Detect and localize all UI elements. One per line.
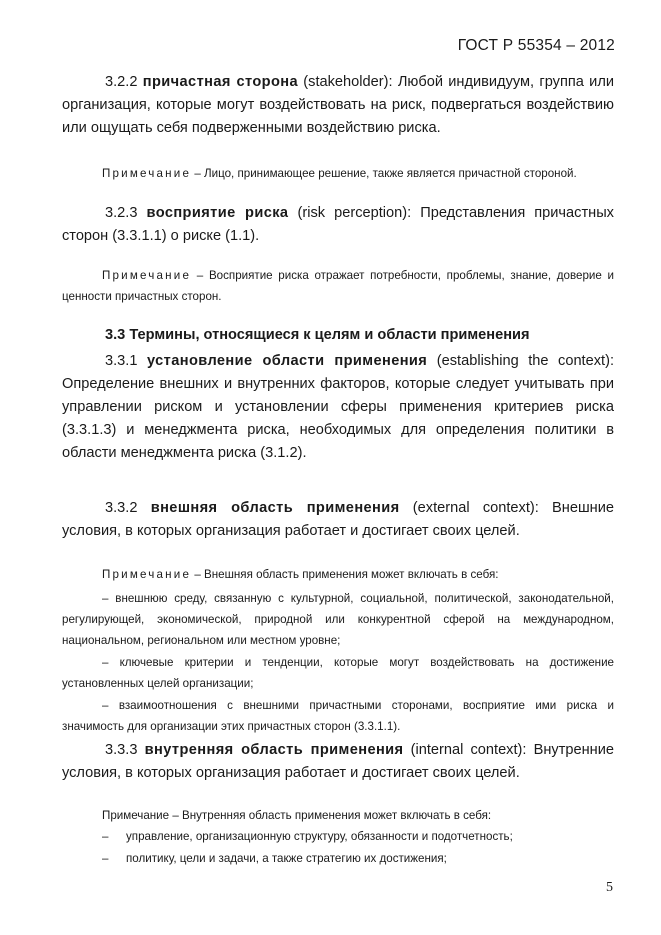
note-text: Внутренняя область применения может включать в себя: [182, 809, 492, 822]
note-list-item [102, 826, 513, 847]
term-3-3-1 [62, 350, 614, 465]
section-heading-3-3 [62, 324, 614, 347]
section-title-b: , относящиеся к целям и области применения [195, 327, 530, 343]
term-3-3-2 [62, 497, 614, 543]
note-item: – взаимоотношения с внешними причастными сторонами, восприятие ими риска и значимость для организации этих причастных сторон (3.3.1.1). [62, 699, 614, 733]
note-text: Лицо, принимающее решение, также является причастной стороной. [204, 167, 577, 180]
term-number: 3.2.2 [105, 74, 138, 90]
note-dash: – [191, 269, 209, 282]
term-number: 3.3.2 [105, 500, 138, 516]
term-number: 3.2.3 [105, 205, 138, 221]
term-english: (internal context) [403, 742, 523, 758]
note-dash: – [191, 568, 204, 581]
note-3-3-2-intro [62, 564, 614, 585]
term-definition: : Внутренние условия, в которых организация работает и достигает своих целей. [62, 742, 614, 781]
page-number: 5 [606, 880, 613, 895]
term-number: 3.3.1 [105, 353, 138, 369]
term-definition: : Внешние условия, в которых организация работает и достигает своих целей. [62, 500, 614, 539]
term-title: внешняя область применения [150, 500, 400, 516]
note-item: – внешнюю среду, связанную с культурной, социальной, политической, законодательной, регулирующей, экономической, природной или конкурентной сферой на международном, национальном, региональном или местном уровне; [62, 592, 614, 647]
term-english: (establishing the context) [427, 353, 610, 369]
note-label: Примечание [102, 167, 192, 180]
note-label: Примечание [102, 809, 170, 822]
term-title: причастная сторона [142, 74, 299, 90]
term-title: установление области применения [147, 353, 428, 369]
term-english: (external context) [399, 500, 535, 516]
note-3-2-2 [62, 163, 614, 184]
list-text: управление, организационную структуру, обязанности и подотчетность; [126, 830, 513, 843]
note-text: Внешняя область применения может включать в себя: [204, 568, 499, 581]
note-3-2-3 [62, 265, 614, 307]
note-list-item [102, 848, 447, 869]
term-definition: (stakeholder): Любой индивидуум, группа или организация, которые могут воздействовать на риск, подвергаться воздействию или ощущать себя подверженными воздействию риска. [62, 74, 614, 136]
standard-header: ГОСТ Р 55354 – 2012 [457, 37, 615, 54]
section-number: 3.3 [105, 327, 126, 343]
note-text: Восприятие риска отражает потребности, проблемы, знание, доверие и ценности причастных сторон. [62, 269, 615, 303]
term-title: восприятие риска [146, 205, 289, 221]
list-dash: – [102, 830, 109, 843]
note-3-3-3-intro [62, 805, 614, 826]
term-definition: (risk perception): Представления причастных сторон (3.3.1.1) о риске (1.1). [62, 205, 614, 244]
term-3-2-3 [62, 202, 614, 248]
note-dash: – [169, 809, 182, 822]
note-dash: – [191, 167, 204, 180]
term-3-3-3 [62, 739, 614, 785]
note-item: – ключевые критерии и тенденции, которые могут воздействовать на достижение установленных целей организации; [62, 656, 614, 690]
section-title-a: Термины [125, 327, 196, 343]
term-definition: : Определение внешних и внутренних факторов, которые следует учитывать при управлении риском и установлении сферы применения критериев риска (3.3.1.3) и менеджмента риска, необходимых для определения политики в области менеджмента риска (3.1.2). [62, 353, 615, 461]
term-3-2-2 [62, 71, 614, 140]
term-title: внутренняя область применения [144, 742, 404, 758]
list-dash: – [102, 852, 109, 865]
term-number: 3.3.3 [105, 742, 138, 758]
note-label: Примечание [102, 568, 192, 581]
list-text: политику, цели и задачи, а также стратегию их достижения; [126, 852, 447, 865]
note-label: Примечание [102, 269, 192, 282]
